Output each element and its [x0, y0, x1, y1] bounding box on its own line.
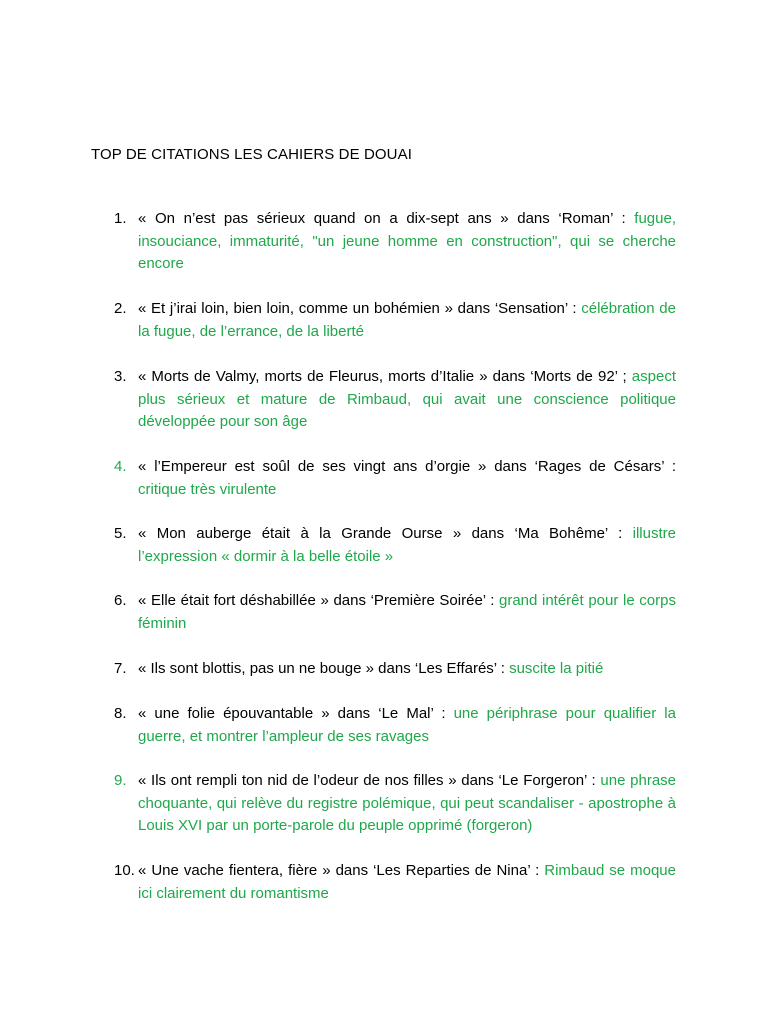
item-quote: « Une vache fientera, fière » dans ‘Les Reparties de Nina’ : [138, 862, 545, 879]
item-quote: « Et j’irai loin, bien loin, comme un bohémien » dans ‘Sensation’ : [138, 300, 582, 317]
list-item-3 [104, 366, 676, 434]
list-item-6 [104, 590, 676, 635]
item-number: 2. [114, 300, 127, 317]
item-quote: « Morts de Valmy, morts de Fleurus, morts d’Italie » dans ‘Morts de 92’ ; [138, 368, 632, 385]
item-quote: « Mon auberge était à la Grande Ourse » dans ‘Ma Bohême’ : [138, 525, 633, 542]
list-item-9 [104, 770, 676, 838]
item-number: 4. [114, 458, 127, 475]
item-text [138, 456, 676, 501]
item-number: 7. [114, 660, 127, 677]
item-number: 5. [114, 525, 127, 542]
item-comment: Rimbaud se moque ici clairement du romantisme [138, 862, 676, 902]
item-text [138, 770, 676, 838]
item-text [138, 658, 676, 681]
item-comment: une phrase choquante, qui relève du registre polémique, qui peut scandaliser - apostrophe à Louis XVI par un porte-parole du peuple opprimé (forgeron) [138, 772, 676, 834]
item-number: 8. [114, 705, 127, 722]
list-item-7 [104, 658, 676, 681]
list-item-5 [104, 523, 676, 568]
item-text [138, 703, 676, 748]
item-number: 3. [114, 368, 127, 385]
item-quote: « une folie épouvantable » dans ‘Le Mal’ : [138, 705, 454, 722]
item-text [138, 860, 676, 905]
item-quote: « Elle était fort déshabillée » dans ‘Première Soirée’ : [138, 592, 499, 609]
item-quote: « Ils ont rempli ton nid de l’odeur de nos filles » dans ‘Le Forgeron’ : [138, 772, 601, 789]
item-text [138, 590, 676, 635]
item-comment: fugue, insouciance, immaturité, "un jeune homme en construction", qui se cherche encore [138, 210, 676, 272]
item-comment: critique très virulente [138, 480, 277, 498]
item-comment: suscite la pitié [509, 660, 604, 677]
item-comment: grand intérêt pour le corps féminin [138, 592, 676, 632]
item-number: 6. [114, 592, 127, 609]
item-text [138, 208, 676, 276]
item-text [138, 523, 676, 568]
list-item-8 [104, 703, 676, 748]
list-item-10 [104, 860, 676, 905]
item-quote: « On n’est pas sérieux quand on a dix-sept ans » dans ‘Roman’ : [138, 210, 635, 227]
item-text [138, 298, 676, 343]
item-quote: « l’Empereur est soûl de ses vingt ans d’orgie » dans ‘Rages de Césars’ : [138, 458, 676, 475]
item-comment: célébration de la fugue, de l’errance, de la liberté [138, 300, 676, 340]
list-item-1 [104, 208, 676, 276]
item-quote: « Ils sont blottis, pas un ne bouge » dans ‘Les Effarés’ : [138, 660, 510, 677]
list-item-4 [104, 456, 676, 501]
document-title: TOP DE CITATIONS LES CAHIERS DE DOUAI [91, 146, 412, 163]
item-number: 10. [114, 862, 135, 879]
item-comment: une périphrase pour qualifier la guerre, et montrer l’ampleur de ses ravages [138, 705, 676, 745]
item-comment: aspect plus sérieux et mature de Rimbaud, qui avait une conscience politique développée pour son âge [138, 368, 676, 430]
item-comment: illustre l’expression « dormir à la belle étoile » [138, 525, 676, 565]
item-number: 9. [114, 772, 127, 789]
list-item-2 [104, 298, 676, 343]
item-text [138, 366, 676, 434]
item-number: 1. [114, 210, 127, 227]
